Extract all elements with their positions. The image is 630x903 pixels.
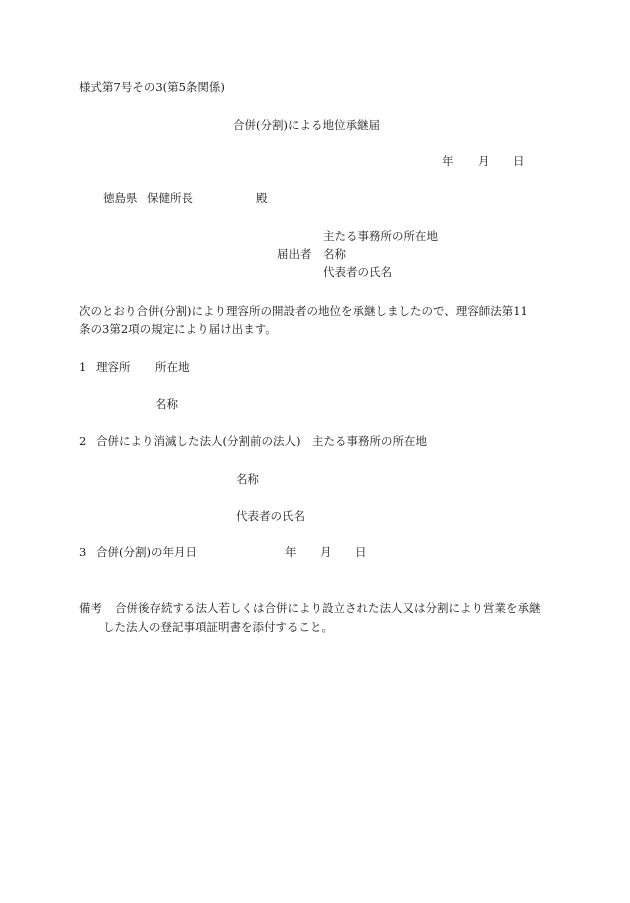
item-3-year-label: 年 <box>285 545 297 559</box>
applicant-name-label: 名称 <box>323 247 346 261</box>
item-1-name-label: 名称 <box>155 397 178 411</box>
remarks-text-line-2: した法人の登記事項証明書を添付すること。 <box>103 620 333 634</box>
body-text-line-2: 条の3第2項の規定により届け出ます。 <box>79 322 277 336</box>
item-2-name-label: 名称 <box>236 472 259 486</box>
item-3-month-label: 月 <box>320 545 332 559</box>
item-3-title: 合併(分割)の年月日 <box>96 545 197 559</box>
item-1-title: 理容所 <box>96 360 131 374</box>
remarks-label: 備考 <box>79 601 102 615</box>
applicant-label: 届出者 <box>277 247 312 261</box>
item-1-number: 1 <box>79 360 87 374</box>
date-year-label: 年 <box>442 154 454 168</box>
date-day-label: 日 <box>513 154 525 168</box>
item-2-representative-label: 代表者の氏名 <box>236 509 305 523</box>
addressee-prefecture: 徳島県 <box>103 191 138 205</box>
item-2-number: 2 <box>79 434 87 448</box>
remarks-text-line-1: 合併後存続する法人若しくは合併により設立された法人又は分割により営業を承継 <box>115 601 541 615</box>
addressee-office: 保健所長 <box>147 191 193 205</box>
applicant-representative-label: 代表者の氏名 <box>323 265 392 279</box>
date-month-label: 月 <box>478 154 490 168</box>
item-3-number: 3 <box>79 545 87 559</box>
form-number: 様式第7号その3(第5条関係) <box>79 80 225 94</box>
item-2-title: 合併により消滅した法人(分割前の法人) 主たる事務所の所在地 <box>96 434 427 448</box>
document-title: 合併(分割)による地位承継届 <box>233 118 380 132</box>
body-text-line-1: 次のとおり合併(分割)により理容所の開設者の地位を承継しましたので、理容師法第11 <box>79 304 528 318</box>
item-3-day-label: 日 <box>355 545 367 559</box>
item-1-address-label: 所在地 <box>155 360 190 374</box>
applicant-address-label: 主たる事務所の所在地 <box>323 229 438 243</box>
addressee-honorific: 殿 <box>256 191 268 205</box>
